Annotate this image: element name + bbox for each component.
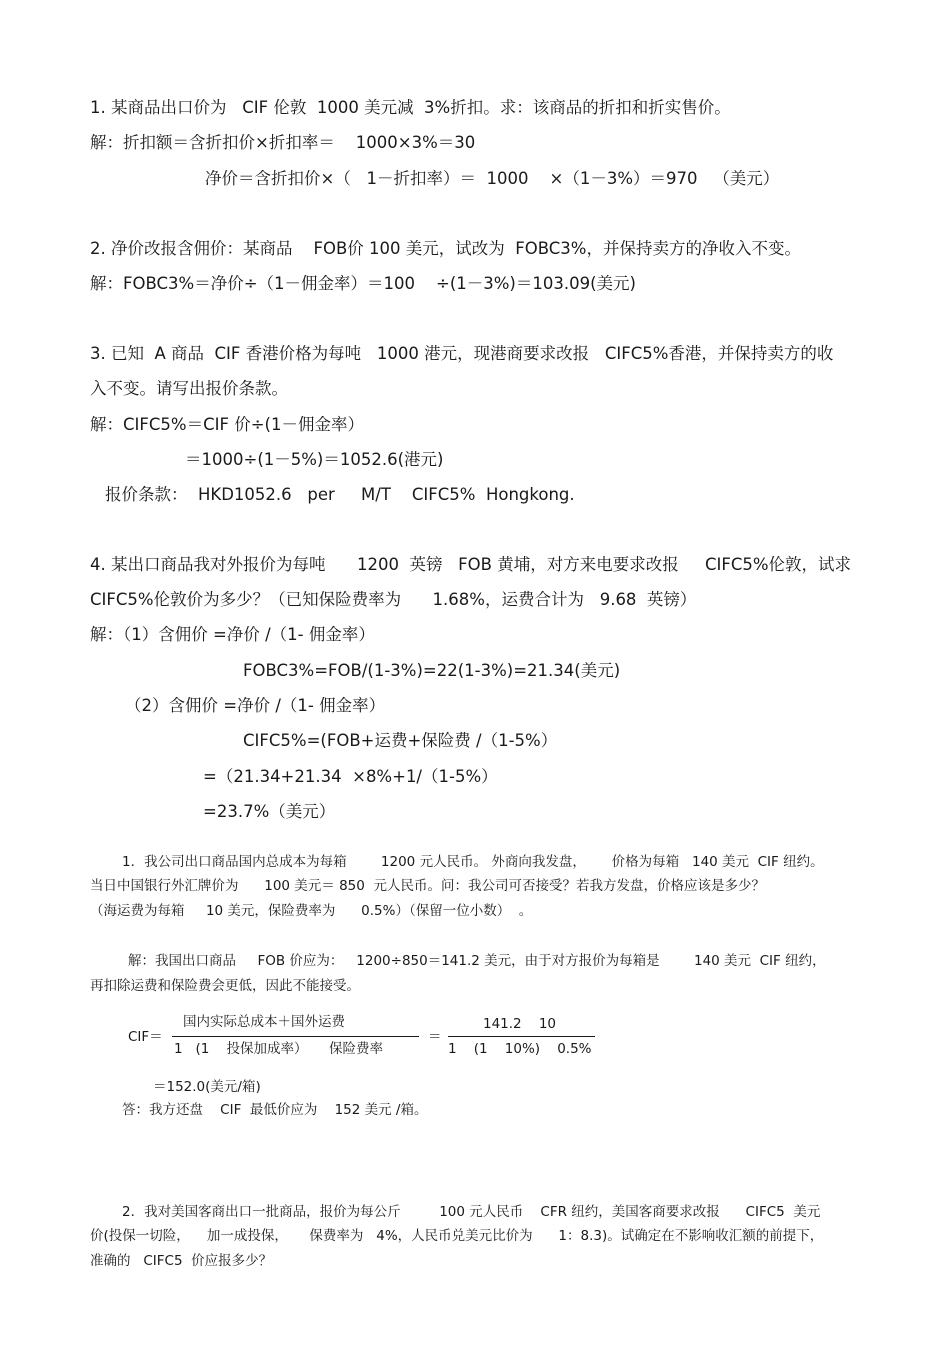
problem-4-solution-step-1: 解：（1）含佣价 =净价 /（1- 佣金率） (90, 625, 375, 644)
exercise-1-solution-line-2: 再扣除运费和保险费会更低，因此不能接受。 (90, 978, 360, 994)
cif-formula-lhs: CIF＝ (128, 1029, 163, 1045)
problem-1-solution-line-2: 净价＝含折扣价×（ 1－折扣率）＝ 1000 ×（1－3%）＝970 （美元） (205, 169, 780, 188)
exercise-2-question-line-2: 价(投保一切险， 加一成投保， 保费率为 4%，人民币兑美元比价为 1：8.3)。试确定在不影响收汇额的前提下， (90, 1228, 824, 1244)
exercise-1-solution-line-1: 解：我国出口商品 FOB 价应为： 1200÷850＝141.2 美元，由于对方报价为每箱是 140 美元 CIF 纽约， (128, 953, 826, 969)
cif-formula-denominator: 1 (1 投保加成率） 保险费率 (174, 1041, 383, 1057)
problem-2-question: 2. 净价改报含佣价：某商品 FOB价 100 美元，试改为 FOBC3%，并保持卖方的净收入不变。 (90, 239, 801, 258)
problem-2-solution: 解：FOBC3%＝净价÷（1－佣金率）＝100 ÷(1－3%)＝103.09(美元) (90, 274, 636, 293)
cif-formula-equals: ＝ (428, 1029, 442, 1045)
exercise-1-answer: 答：我方还盘 CIF 最低价应为 152 美元 /箱。 (122, 1102, 428, 1118)
problem-4-solution-result: =23.7%（美元） (203, 802, 336, 821)
problem-1-question: 1. 某商品出口价为 CIF 伦敦 1000 美元减 3%折扣。求：该商品的折扣和折实售价。 (90, 98, 731, 117)
problem-3-solution-line-2: ＝1000÷(1－5%)＝1052.6(港元) (185, 450, 444, 469)
cif-formula-fraction-bar (172, 1036, 419, 1037)
problem-1-solution-line-1: 解：折扣额＝含折扣价×折扣率＝ 1000×3%＝30 (90, 133, 476, 152)
exercise-1-question-line-2: 当日中国银行外汇牌价为 100 美元＝ 850 元人民币。问：我公司可否接受？若我方发盘，价格应该是多少？ (90, 878, 765, 894)
exercise-2-question-line-3: 准确的 CIFC5 价应报多少？ (90, 1253, 273, 1269)
problem-4-question-line-1: 4. 某出口商品我对外报价为每吨 1200 英镑 FOB 黄埔，对方来电要求改报 CIFC5%伦敦，试求 (90, 555, 852, 574)
exercise-1-result: ＝152.0(美元/箱) (153, 1079, 261, 1095)
problem-3-solution-line-1: 解：CIFC5%＝CIF 价÷(1－佣金率） (90, 415, 364, 434)
problem-4-question-line-2: CIFC5%伦敦价为多少？（已知保险费率为 1.68%，运费合计为 9.68 英镑） (90, 590, 697, 609)
cif-value-fraction-bar (448, 1036, 595, 1037)
problem-3-quote-terms: 报价条款： HKD1052.6 per M/T CIFC5% Hongkong. (105, 485, 575, 504)
problem-4-solution-step-2: （2）含佣价 =净价 /（1- 佣金率） (125, 696, 386, 715)
cif-formula-numerator: 国内实际总成本＋国外运费 (183, 1014, 345, 1030)
problem-4-solution-fobc3: FOBC3%=FOB/(1-3%)=22(1-3%)=21.34(美元) (243, 661, 621, 680)
cif-value-denominator: 1 (1 10%) 0.5% (448, 1041, 592, 1057)
exercise-2-question-line-1: 2．我对美国客商出口一批商品，报价为每公斤 100 元人民币 CFR 纽约，美国客商要求改报 CIFC5 美元 (122, 1204, 821, 1220)
problem-3-question-line-2: 入不变。请写出报价条款。 (90, 379, 288, 398)
cif-value-numerator: 141.2 10 (483, 1016, 556, 1032)
problem-3-question-line-1: 3. 已知 A 商品 CIF 香港价格为每吨 1000 港元，现港商要求改报 CIFC5%香港，并保持卖方的收 (90, 344, 834, 363)
problem-4-solution-cifc5: CIFC5%=(FOB+运费+保险费 /（1-5%） (243, 731, 558, 750)
exercise-1-question-line-3: （海运费为每箱 10 美元，保险费率为 0.5%）（保留一位小数） 。 (90, 903, 533, 919)
problem-4-solution-calc: =（21.34+21.34 ×8%+1/（1-5%） (203, 767, 498, 786)
exercise-1-question-line-1: 1．我公司出口商品国内总成本为每箱 1200 元人民币。 外商向我发盘， 价格为每箱 140 美元 CIF 纽约。 (122, 854, 824, 870)
